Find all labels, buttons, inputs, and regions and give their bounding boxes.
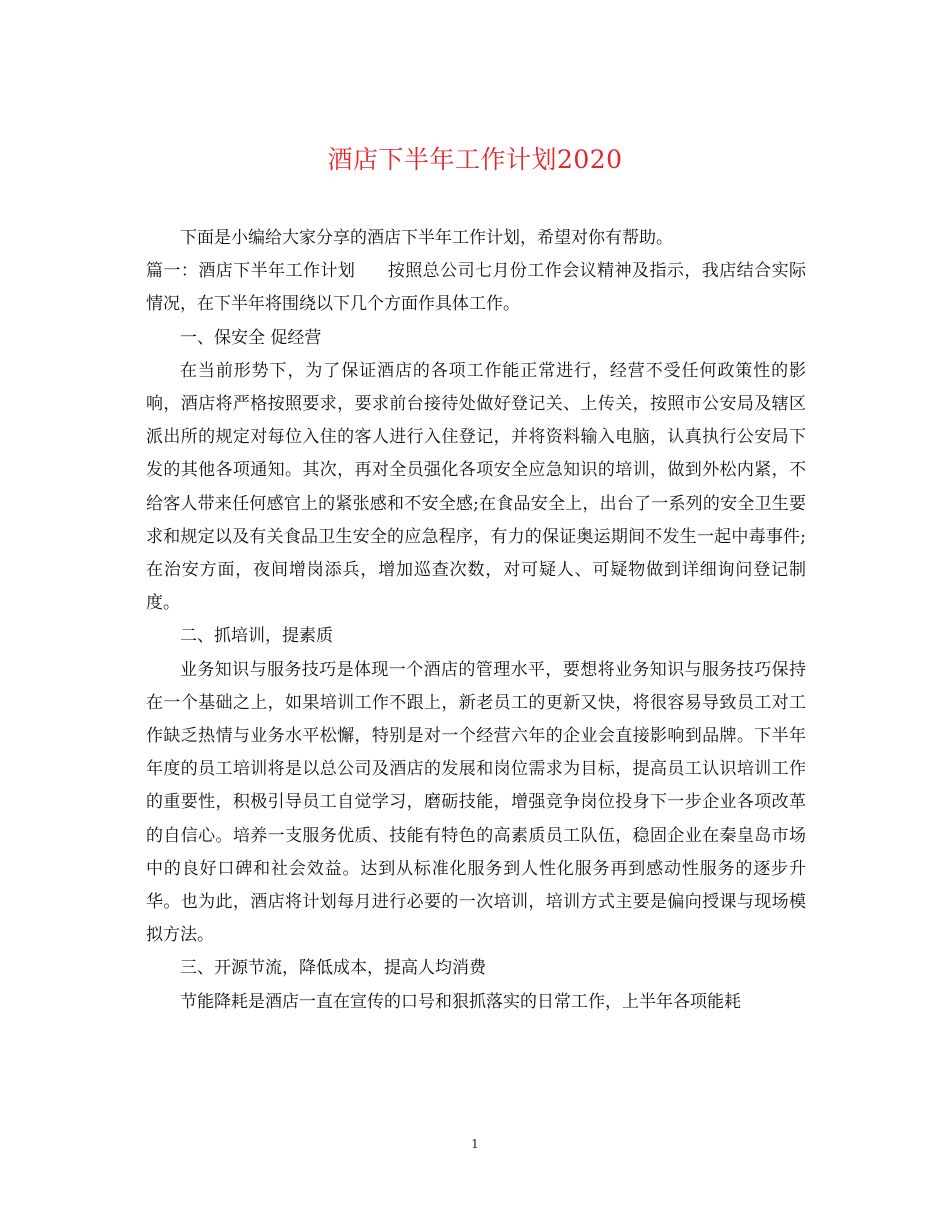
section-body-2: 业务知识与服务技巧是体现一个酒店的管理水平，要想将业务知识与服务技巧保持在一个基础之上，如果培训工作不跟上，新老员工的更新又快，将很容易导致员工对工作缺乏热情与业务水平松懈，特别是对一个经营六年的企业会直接影响到品牌。下半年年度的员工培训将是以总公司及酒店的发展和岗位需求为目标，提高员工认识培训工作的重要性，积极引导员工自觉学习，磨砺技能，增强竞争岗位投身下一步企业各项改革的自信心。培养一支服务优质、技能有特色的高素质员工队伍，稳固企业在秦皇岛市场中的良好口碑和社会效益。达到从标准化服务到人性化服务再到感动性服务的逐步升华。也为此，酒店将计划每月进行必要的一次培训，培训方式主要是偏向授课与现场模拟方法。 [146, 659, 806, 946]
document-title: 酒店下半年工作计划2020 [327, 145, 623, 174]
intro-paragraph: 下面是小编给大家分享的酒店下半年工作计划，希望对你有帮助。 [180, 228, 673, 248]
chapter-text: 按照总公司七月份工作会议精神及指示，我店结合实际情况，在下半年将围绕以下几个方面作具体工作。 [146, 261, 807, 315]
chapter-label: 篇一：酒店下半年工作计划 [146, 261, 356, 282]
section-heading-2: 二、抓培训，提素质 [180, 626, 333, 647]
section-heading-3: 三、开源节流，降低成本，提高人均消费 [180, 958, 486, 979]
section-body-3: 节能降耗是酒店一直在宣传的口号和狠抓落实的日常工作，上半年各项能耗 [180, 991, 741, 1012]
page-number: 1 [471, 1137, 479, 1151]
chapter-paragraph [146, 255, 806, 321]
document-body [146, 222, 806, 1019]
section-body-1: 在当前形势下，为了保证酒店的各项工作能正常进行，经营不受任何政策性的影响，酒店将严格按照要求，要求前台接待处做好登记关、上传关，按照市公安局及辖区派出所的规定对每位入住的客人进行入住登记，并将资料输入电脑，认真执行公安局下发的其他各项通知。其次，再对全员强化各项安全应急知识的培训，做到外松内紧，不给客人带来任何感官上的紧张感和不安全感;在食品安全上，出台了一系列的安全卫生要求和规定以及有关食品卫生安全的应急程序，有力的保证奥运期间不发生一起中毒事件;在治安方面，夜间增岗添兵，增加巡查次数，对可疑人、可疑物做到详细询问登记制度。 [146, 360, 806, 614]
section-heading-1: 一、保安全 促经营 [180, 327, 322, 348]
